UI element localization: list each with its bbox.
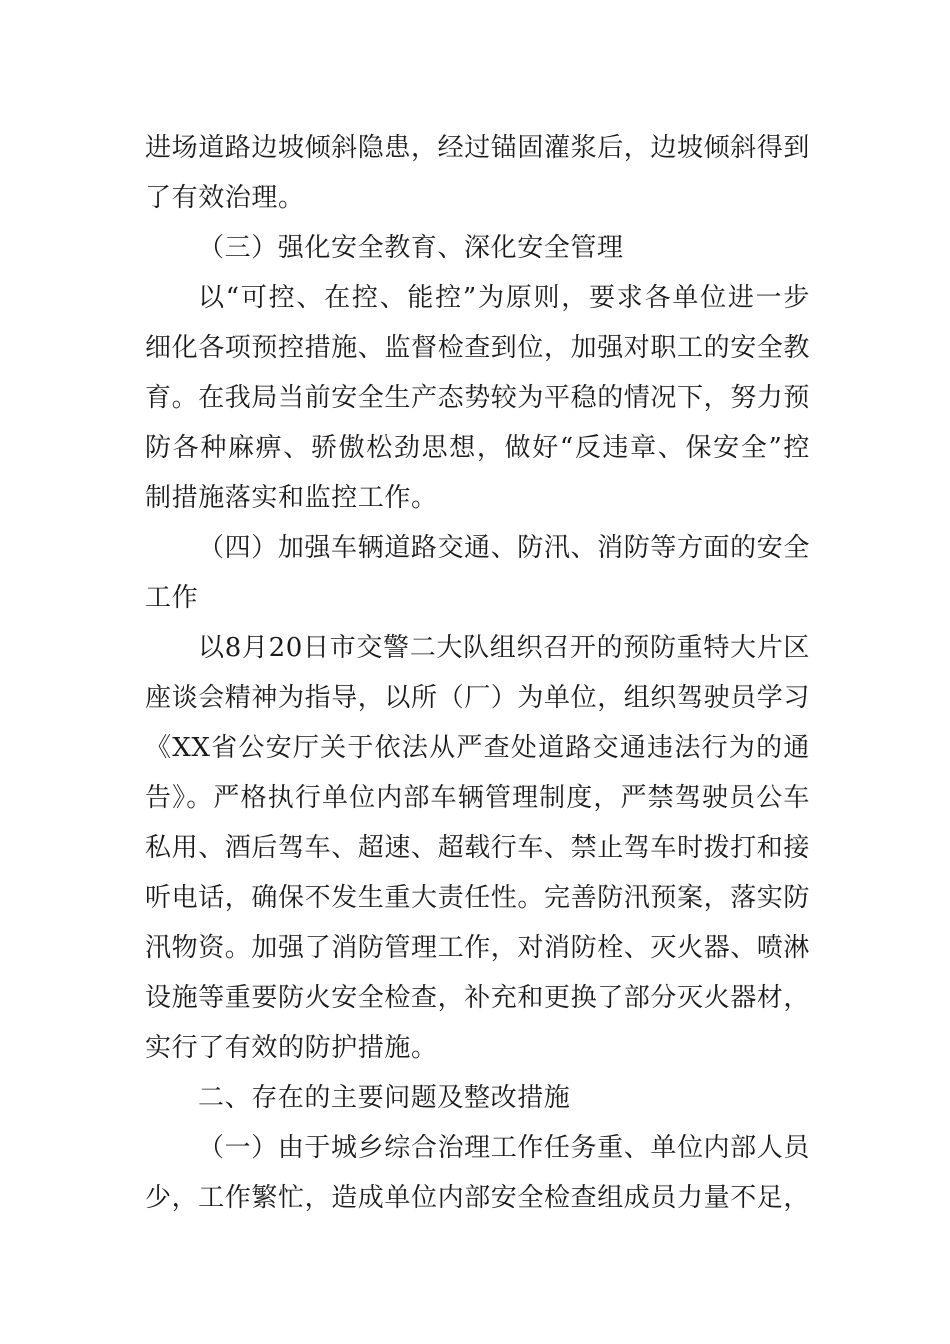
section-heading: （四）加强车辆道路交通、防汛、消防等方面的安全 [198, 533, 810, 563]
body-text-line: 了有效治理。 [145, 183, 305, 213]
body-text-line: 座谈会精神为指导，以所（厂）为单位，组织驾驶员学习 [145, 683, 811, 713]
body-text-line: 《XX省公安厅关于依法从严查处道路交通违法行为的通 [145, 733, 810, 763]
body-text-line: 进场道路边坡倾斜隐患，经过锚固灌浆后，边坡倾斜得到 [145, 133, 811, 163]
body-text-line: 告》。严格执行单位内部车辆管理制度，严禁驾驶员公车 [145, 783, 810, 813]
body-text-line: 防各种麻痹、骄傲松劲思想，做好“反违章、保安全”控 [145, 433, 810, 463]
section-heading-continued: 工作 [145, 583, 199, 613]
body-text-line: 汛物资。加强了消防管理工作，对消防栓、灭火器、喷淋 [145, 933, 811, 963]
body-text-line: 以8月20日市交警二大队组织召开的预防重特大片区 [198, 633, 810, 663]
body-text-line: 细化各项预控措施、监督检查到位，加强对职工的安全教 [145, 333, 811, 363]
body-text-line: （一）由于城乡综合治理工作任务重、单位内部人员 [198, 1133, 810, 1163]
section-heading: （三）强化安全教育、深化安全管理 [198, 233, 624, 263]
body-text-line: 听电话，确保不发生重大责任性。完善防汛预案，落实防 [145, 883, 811, 913]
body-text-line: 少，工作繁忙，造成单位内部安全检查组成员力量不足， [145, 1183, 811, 1213]
body-text-line: 制措施落实和监控工作。 [145, 483, 438, 513]
body-text-line: 以“可控、在控、能控”为原则，要求各单位进一步 [198, 283, 810, 313]
body-text-line: 实行了有效的防护措施。 [145, 1033, 438, 1063]
body-text-line: 私用、酒后驾车、超速、超载行车、禁止驾车时拨打和接 [145, 833, 811, 863]
body-text-line: 设施等重要防火安全检查，补充和更换了部分灭火器材， [145, 983, 811, 1013]
body-text-line: 育。在我局当前安全生产态势较为平稳的情况下，努力预 [145, 383, 811, 413]
chapter-heading: 二、存在的主要问题及整改措施 [198, 1083, 571, 1113]
